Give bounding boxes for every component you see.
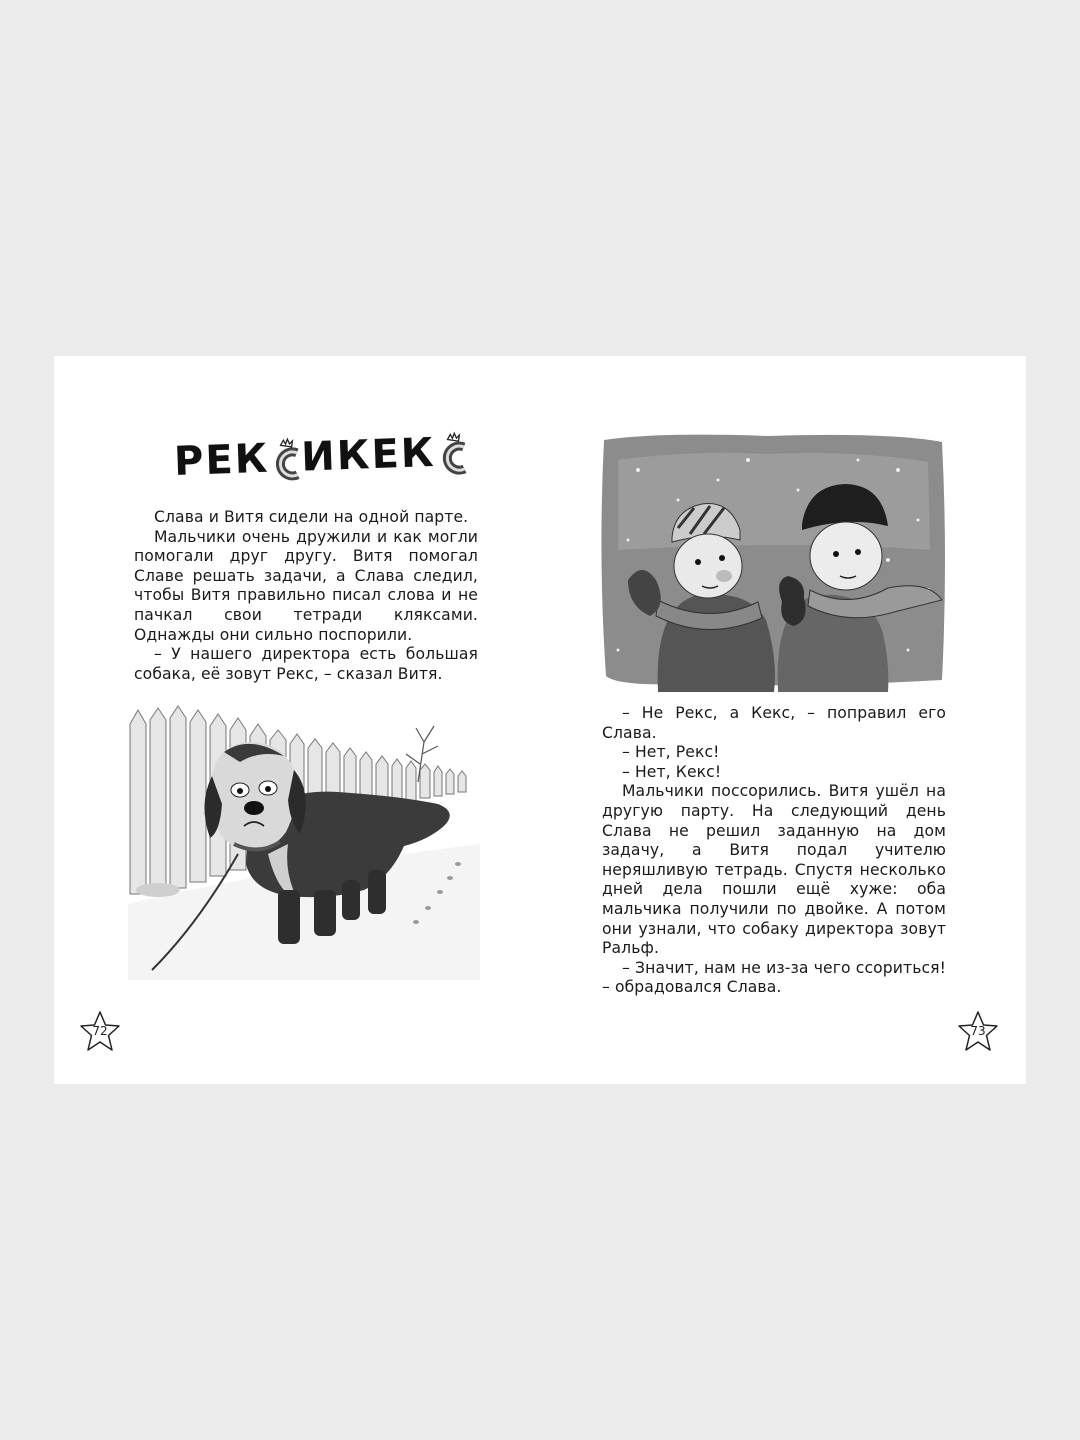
story-title [173,417,465,497]
title-conjunction: И [300,433,338,481]
paragraph: – Значит, нам не из-за чего ссориться! – обрадовался Слава. [602,958,946,997]
paragraph: – Нет, Кекс! [622,762,722,781]
left-page-text [134,508,478,684]
paragraph: – У нашего директора есть большая собака, её зовут Рекс, – сказал Витя. [134,645,478,683]
page-number-text: 73 [970,1024,986,1038]
paragraph: Мальчики поссорились. Витя ушёл на другую парту. На следующий день Слава не решил заданную на дом задачу, а Витя подал учителю неряшливую тетрадь. Спустя несколько дней дела пошли ещё хуже: оба мальчика получили по двойке. А потом они узнали, что собаку директора зовут Ральф. [602,782,946,958]
paragraph: Мальчики очень дружили и как могли помогали друг другу. Витя помогал Славе решать задачи, а Слава следил, чтобы Витя правильно писал слова и не пачкал свои тетради кляксами. Однажды они сильно поспорили. [134,527,478,644]
paragraph: – Нет, Рекс! [622,743,720,762]
crowned-c-icon [271,437,302,480]
dog-illustration [128,704,480,980]
page-number-text: 72 [92,1024,108,1038]
page-number-right [956,1010,1000,1054]
crowned-c-icon [437,431,468,474]
book-spread [54,356,1026,1084]
title-word-1: РЕК [173,435,271,486]
kids-illustration [598,430,948,694]
paragraph: Слава и Витя сидели на одной парте. [154,508,469,526]
title-word-2: КЕК [336,429,437,480]
paragraph: – Не Рекс, а Кекс, – поправил его Слава. [602,704,946,742]
right-page-text [602,704,946,998]
right-page [540,356,1026,1084]
left-page [54,356,540,1084]
page-number-left [78,1010,122,1054]
